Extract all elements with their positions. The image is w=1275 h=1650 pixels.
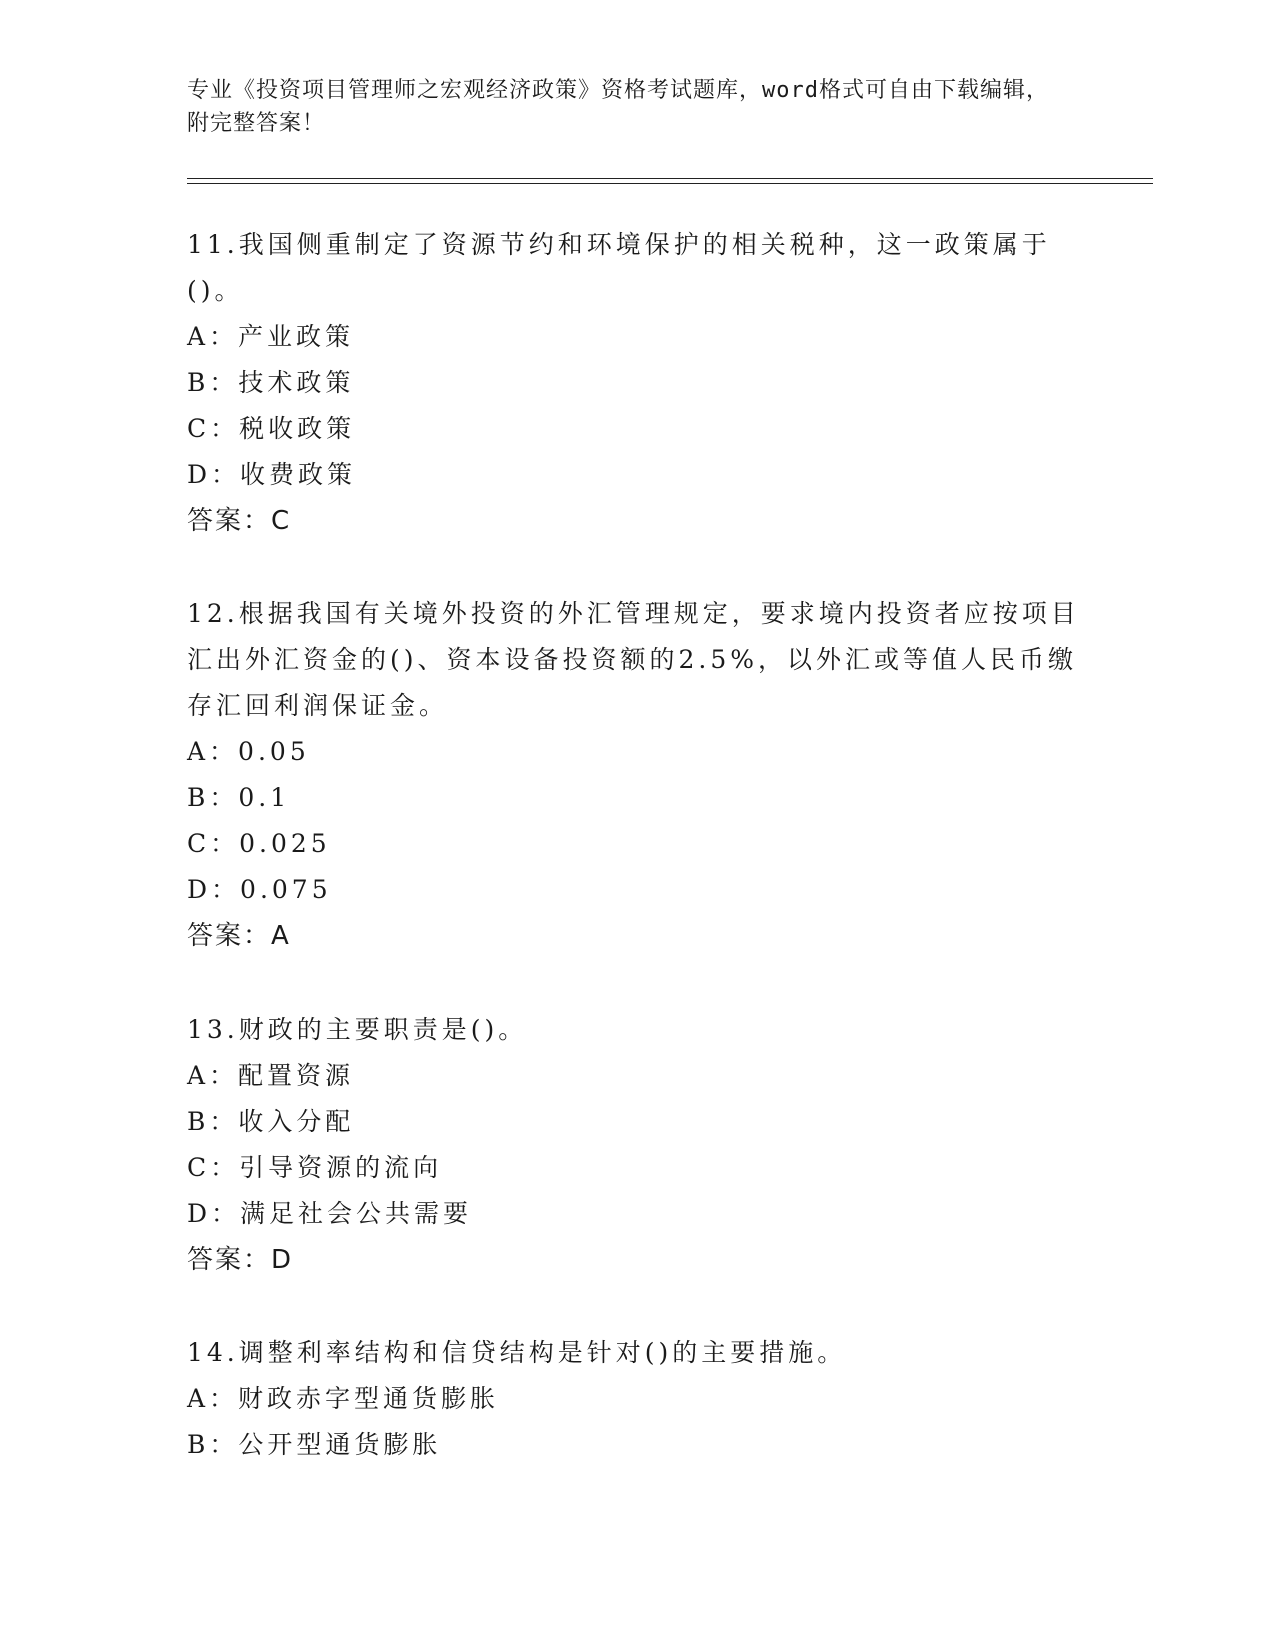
question-13 xyxy=(187,1007,1087,1283)
question-12 xyxy=(187,591,1087,959)
option-c: C：0.025 xyxy=(187,829,331,858)
answer-line: 答案：A xyxy=(187,921,291,951)
question-stem: 14.调整利率结构和信贷结构是针对()的主要措施。 xyxy=(187,1338,847,1367)
question-stem: 13.财政的主要职责是()。 xyxy=(187,1015,528,1044)
option-d: D：0.075 xyxy=(187,875,332,904)
question-stem: 11.我国侧重制定了资源节约和环境保护的相关税种，这一政策属于()。 xyxy=(187,230,1051,305)
option-a: A：产业政策 xyxy=(187,322,355,351)
option-d: D：满足社会公共需要 xyxy=(187,1199,473,1228)
option-a: A：财政赤字型通货膨胀 xyxy=(187,1384,500,1413)
option-b: B：收入分配 xyxy=(187,1107,355,1136)
answer-line: 答案：D xyxy=(187,1245,294,1275)
option-c: C：引导资源的流向 xyxy=(187,1153,443,1182)
option-b: B：公开型通货膨胀 xyxy=(187,1430,442,1459)
answer-line: 答案：C xyxy=(187,506,292,536)
option-b: B：技术政策 xyxy=(187,368,355,397)
option-a: A：0.05 xyxy=(187,737,310,766)
option-d: D：收费政策 xyxy=(187,460,357,489)
option-b: B：0.1 xyxy=(187,783,291,812)
header-rule-top xyxy=(187,178,1153,179)
question-stem: 12.根据我国有关境外投资的外汇管理规定，要求境内投资者应按项目汇出外汇资金的()、资本设备投资额的2.5%，以外汇或等值人民币缴存汇回利润保证金。 xyxy=(187,599,1080,720)
header-rule-bottom xyxy=(187,183,1153,184)
option-a: A：配置资源 xyxy=(187,1061,355,1090)
option-c: C：税收政策 xyxy=(187,414,356,443)
question-14 xyxy=(187,1330,1087,1468)
question-11 xyxy=(187,222,1087,544)
document-header: 专业《投资项目管理师之宏观经济政策》资格考试题库，word格式可自由下载编辑，附完整答案！ xyxy=(187,78,1049,136)
